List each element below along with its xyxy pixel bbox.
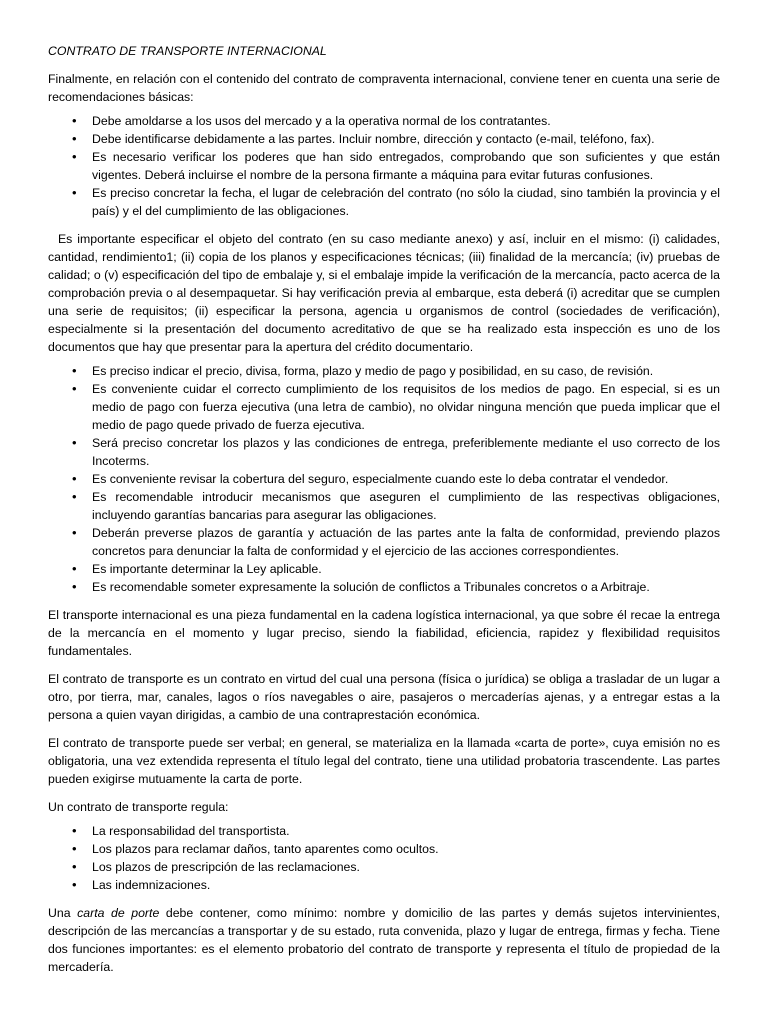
list-item-text: Las indemnizaciones. <box>92 878 211 892</box>
bullet-icon: • <box>72 823 77 838</box>
object-paragraph: Es importante especificar el objeto del contrato (en su caso mediante anexo) y así, incluir en el mismo: (i) calidades, cantidad, rendimiento1; (ii) copia de los planos y especificaciones técnicas; (iii) finalidad de la mercancía; (iv) pruebas de calidad; o (v) especificación del tipo de embalaje y, si el embalaje impide la verificación de la mercancía, pacto acerca de la comprobación previa o al desempaquetar. Si hay verificación previa al embarque, esta deberá (i) acreditar que se cumplen una serie de requisitos; (ii) especificar la persona, agencia u organismos de control (sociedades de verificación), especialmente si la presentación del documento acreditativo de que se ha realizado esta inspección es uno de los documentos que hay que presentar para la apertura del crédito documentario. <box>48 232 724 354</box>
bullet-icon: • <box>72 841 77 856</box>
waybill-paragraph <box>48 904 720 976</box>
list-item-text: Es conveniente revisar la cobertura del seguro, especialmente cuando este lo deba contratar el vendedor. <box>92 472 669 486</box>
bullet-icon: • <box>72 489 77 504</box>
list-item <box>48 434 720 470</box>
waybill-text-post: debe contener, como mínimo: nombre y domicilio de las partes y demás sujetos intervinientes, descripción de las mercancías a transportar y de su estado, ruta convenida, plazo y lugar de entrega, firmas y fecha. Tiene dos funciones importantes: es el elemento probatorio del contrato de transporte y representa el título de propiedad de la mercadería. <box>48 906 720 974</box>
list-item <box>48 876 720 894</box>
waybill-text-pre: Una <box>48 906 78 920</box>
list-item-text: Es importante determinar la Ley aplicable. <box>92 562 322 576</box>
bullet-icon: • <box>72 185 77 200</box>
list-item <box>48 488 720 524</box>
list-item <box>48 858 720 876</box>
regulates-list <box>48 822 720 894</box>
list-item-text: Será preciso concretar los plazos y las condiciones de entrega, preferiblemente mediante el uso correcto de los Incoterms. <box>92 436 720 468</box>
transport-paragraph: El transporte internacional es una pieza fundamental en la cadena logística internacional, ya que sobre él recae la entrega de la mercancía en el momento y lugar preciso, siendo la fiabilidad, eficiencia, rapidez y flexibilidad requisitos fundamentales. <box>48 608 720 658</box>
document-title: CONTRATO DE TRANSPORTE INTERNACIONAL <box>48 44 327 58</box>
contract-definition-paragraph: El contrato de transporte es un contrato en virtud del cual una persona (física o jurídica) se obliga a trasladar de un lugar a otro, por tierra, mar, canales, lagos o ríos navegables o aire, pasajeros o mercaderías ajenas, y a entregar estas a la persona a quien vayan dirigidas, a cambio de una contraprestación económica. <box>48 672 720 722</box>
list-item-text: Es recomendable someter expresamente la solución de conflictos a Tribunales concretos o a Arbitraje. <box>92 580 650 594</box>
bullet-icon: • <box>72 149 77 164</box>
bullet-icon: • <box>72 525 77 540</box>
list-item-text: Los plazos para reclamar daños, tanto aparentes como ocultos. <box>92 842 439 856</box>
bullet-icon: • <box>72 381 77 396</box>
bullet-icon: • <box>72 561 77 576</box>
list-item <box>48 130 720 148</box>
list-item-text: Debe identificarse debidamente a las partes. Incluir nombre, dirección y contacto (e-mail, teléfono, fax). <box>92 132 655 146</box>
bullet-icon: • <box>72 363 77 378</box>
bullet-icon: • <box>72 471 77 486</box>
document-page <box>48 42 724 986</box>
bullet-icon: • <box>72 113 77 128</box>
list-item <box>48 112 720 130</box>
recommendations-list <box>48 112 720 220</box>
list-item <box>48 840 720 858</box>
list-item <box>48 380 720 434</box>
list-item-text: Es preciso concretar la fecha, el lugar de celebración del contrato (no sólo la ciudad, sino también la provincia y el país) y el del cumplimiento de las obligaciones. <box>92 186 720 218</box>
list-item-text: Los plazos de prescripción de las reclamaciones. <box>92 860 360 874</box>
bullet-icon: • <box>72 859 77 874</box>
list-item <box>48 362 720 380</box>
intro-paragraph: Finalmente, en relación con el contenido del contrato de compraventa internacional, conviene tener en cuenta una serie de recomendaciones básicas: <box>48 72 720 104</box>
list-item-text: Debe amoldarse a los usos del mercado y a la operativa normal de los contratantes. <box>92 114 551 128</box>
payment-list <box>48 362 720 596</box>
list-item <box>48 148 720 184</box>
verbal-contract-paragraph: El contrato de transporte puede ser verbal; en general, se materializa en la llamada «carta de porte», cuya emisión no es obligatoria, una vez extendida representa el título legal del contrato, tiene una utilidad probatoria trascendente. Las partes pueden exigirse mutuamente la carta de porte. <box>48 736 720 786</box>
list-item <box>48 822 720 840</box>
list-item-text: La responsabilidad del transportista. <box>92 824 290 838</box>
list-item <box>48 560 720 578</box>
list-item <box>48 524 720 560</box>
regulates-intro: Un contrato de transporte regula: <box>48 800 229 814</box>
list-item-text: Es preciso indicar el precio, divisa, forma, plazo y medio de pago y posibilidad, en su caso, de revisión. <box>92 364 654 378</box>
list-item-text: Es conveniente cuidar el correcto cumplimiento de los requisitos de los medios de pago. En especial, si es un medio de pago con fuerza ejecutiva (una letra de cambio), no olvidar ninguna mención que pueda implicar que el medio de pago quede privado de fuerza ejecutiva. <box>92 382 720 432</box>
list-item-text: Es recomendable introducir mecanismos que aseguren el cumplimiento de las respectivas obligaciones, incluyendo garantías bancarias para asegurar las obligaciones. <box>92 490 720 522</box>
bullet-icon: • <box>72 877 77 892</box>
bullet-icon: • <box>72 579 77 594</box>
list-item-text: Es necesario verificar los poderes que han sido entregados, comprobando que son suficientes y que están vigentes. Deberá incluirse el nombre de la persona firmante a máquina para evitar futuras confusiones. <box>92 150 720 182</box>
bullet-icon: • <box>72 435 77 450</box>
waybill-term: carta de porte <box>77 906 160 920</box>
list-item <box>48 578 720 596</box>
list-item <box>48 470 720 488</box>
bullet-icon: • <box>72 131 77 146</box>
list-item-text: Deberán preverse plazos de garantía y actuación de las partes ante la falta de conformidad, previendo plazos concretos para denunciar la falta de conformidad y el ejercicio de las acciones correspondientes. <box>92 526 720 558</box>
list-item <box>48 184 720 220</box>
